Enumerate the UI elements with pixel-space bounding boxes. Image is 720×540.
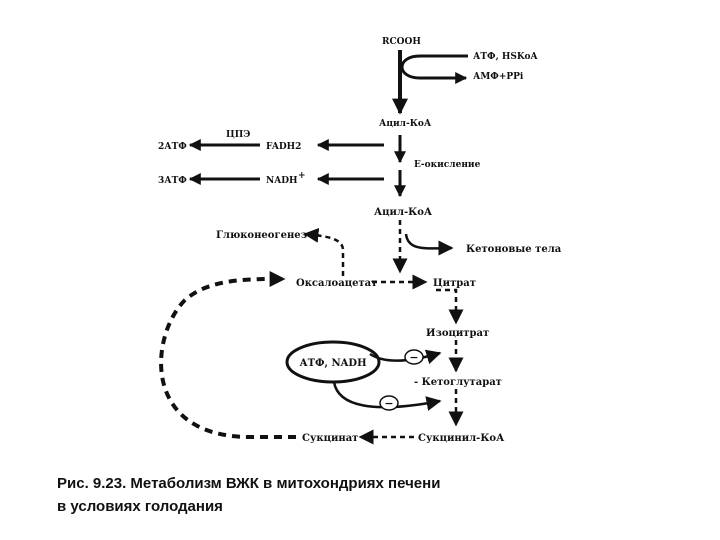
label-acylcoa-bottom: Ацил-КоА xyxy=(374,207,433,218)
label-acylcoa-top: Ацил-КоА xyxy=(379,119,432,129)
label-rcooh: RCOOH xyxy=(382,37,421,47)
caption-line-1: Рис. 9.23. Метаболизм ВЖК в митохондриях печени xyxy=(57,475,441,492)
label-3atp: 3АТФ xyxy=(158,176,187,186)
label-nadh: NADH xyxy=(266,176,298,186)
arrow-citrate-to-isocitrate xyxy=(436,290,456,323)
arrow-activation-loop xyxy=(402,56,468,78)
label-atp-nadh: АТФ, NADH xyxy=(299,358,367,369)
label-nadh-plus: + xyxy=(298,171,306,181)
label-ketone-bodies: Кетоновые тела xyxy=(466,244,562,255)
label-ketoglutarate: - Кетоглутарат xyxy=(414,377,502,388)
label-oxaloacetate: Оксалоацетат xyxy=(296,278,378,289)
label-isocitrate: Изоцитрат xyxy=(426,328,490,339)
label-cpe: ЦПЭ xyxy=(226,130,251,140)
inhibit-symbol-2: − xyxy=(384,397,394,410)
arrow-to-ketone-bodies xyxy=(406,234,452,248)
label-succinate: Сукцинат xyxy=(302,433,359,444)
inhibit-symbol-1: − xyxy=(409,351,419,364)
label-amp-ppi: АМФ+PPi xyxy=(473,72,524,82)
label-citrate: Цитрат xyxy=(433,278,476,289)
label-gluconeogenesis: Глюконеогенез xyxy=(216,230,308,241)
arrow-succinate-to-oxaloacetate xyxy=(161,279,296,437)
label-beta-oxidation: Ε-окисление xyxy=(414,160,481,170)
caption-line-2: в условиях голодания xyxy=(57,498,223,515)
label-fadh2: FADH2 xyxy=(266,142,302,152)
label-2atp: 2АТФ xyxy=(158,142,187,152)
arrow-to-gluconeogenesis xyxy=(305,234,343,276)
label-succinylcoa: Сукцинил-КоА xyxy=(418,433,505,444)
label-atp-hskoa: АТФ, HSKoA xyxy=(473,52,538,62)
